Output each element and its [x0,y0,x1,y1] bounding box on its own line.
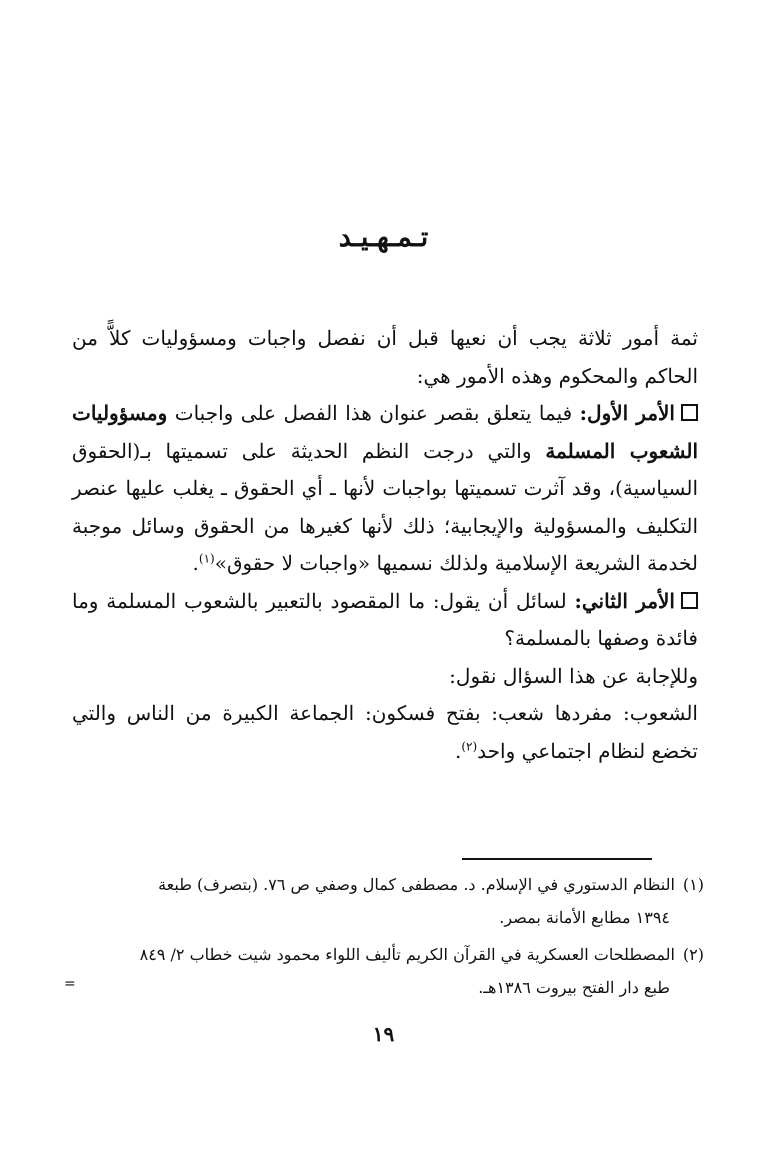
footnote-1 [72,868,704,934]
footnote-2 [72,938,704,1004]
footnote-divider [462,858,652,860]
footnote-ref-2: (٢) [461,738,478,753]
first-point-heading: الأمر الأول: [579,401,675,425]
footnote-ref-1: (١) [198,551,215,566]
definition-paragraph [72,695,698,770]
first-point-bold-phrase: ومسؤوليات الشعوب المسلمة [72,401,698,463]
first-point-end: . [192,551,199,575]
section-title: تـمـهـيـد [338,222,429,253]
main-text [72,320,698,770]
checkbox-square-icon [681,404,698,421]
definition-end: . [454,738,462,763]
second-point-heading: الأمر الثاني: [574,588,675,613]
page-number: ١٩ [372,1022,395,1046]
footnote-text-line2: ١٣٩٤ مطابع الأمانة بمصر. [499,908,670,927]
intro-paragraph: ثمة أمور ثلاثة يجب أن نعيها قبل أن نفصل واجبات ومسؤوليات كلاًّ من الحاكم والمحكوم وهذه الأمور هي: [72,326,698,388]
footnote-text-line2: طبع دار الفتح بيروت ١٣٨٦هـ. [478,978,670,997]
definition-text: الشعوب: مفردها شعب: بفتح فسكون: الجماعة الكبيرة من الناس والتي تخضع لنظام اجتماعي واحد [72,701,698,763]
footnote-number: (٢) [682,945,704,964]
checkbox-square-icon [681,592,698,609]
footnote-text-line1: المصطلحات العسكرية في القرآن الكريم تأليف اللواء محمود شيت خطاب ٢/ ٨٤٩ [139,945,675,964]
footnotes [72,868,704,1008]
margin-mark: = [64,976,76,992]
first-point-text-b: والتي درجت النظم الحديثة على تسميتها بـ(الحقوق السياسية)، وقد آثرت تسميتها بواجبات لأنها ـ أي الحقوق ـ يغلب عليها عنصر التكليف والمسؤولية والإيجابية؛ ذلك لأنها كغيرها من الحقوق وسائل موجبة لخدمة الشريعة الإسلامية ولذلك نسميها «واجبات لا حقوق» [72,438,698,575]
answer-intro: وللإجابة عن هذا السؤال نقول: [449,663,698,688]
first-point-text-a: فيما يتعلق بقصر عنوان هذا الفصل على واجبات [174,401,573,425]
second-point-paragraph [72,583,698,658]
second-point-text: لسائل أن يقول: ما المقصود بالتعبير بالشعوب المسلمة وما فائدة وصفها بالمسلمة؟ [72,588,698,650]
first-point-paragraph [72,395,698,583]
footnote-text-line1: النظام الدستوري في الإسلام. د. مصطفى كمال وصفي ص ٧٦. (بتصرف) طبعة [158,875,675,894]
footnote-number: (١) [682,875,704,894]
